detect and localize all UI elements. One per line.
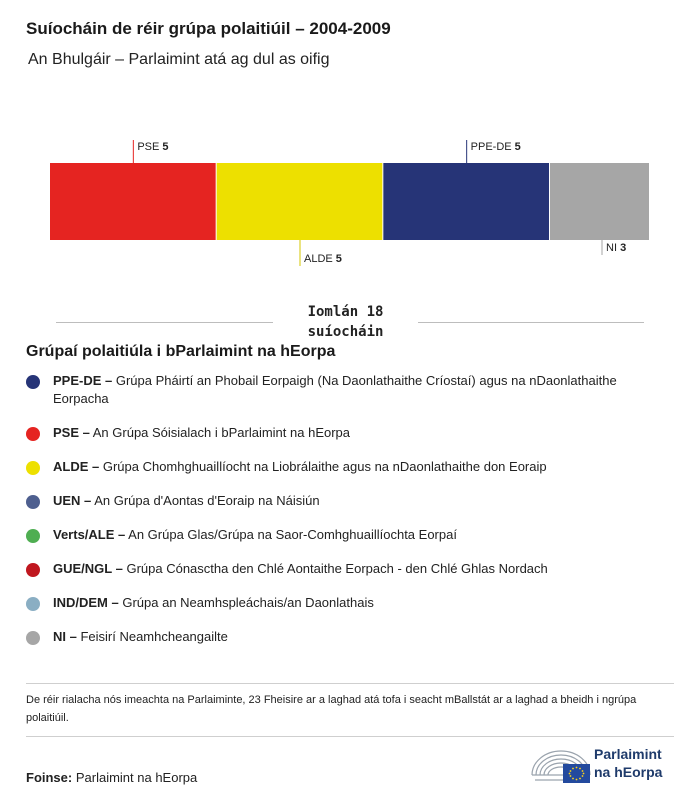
chart-subtitle: An Bhulgáir – Parlaimint atá ag dul as oifig <box>28 51 330 68</box>
legend-color-dot <box>26 427 40 441</box>
footnote: De réir rialacha nós imeachta na Parlaiminte, 23 Fheisire ar a laghad atá tofa i seacht mBallstát ar a laghad a bheidh i ngrúpa polaitiúil. <box>26 694 637 724</box>
legend-color-dot <box>26 375 40 389</box>
legend-item <box>26 594 666 612</box>
bar-label-name: NI <box>606 242 621 254</box>
note-divider-bottom <box>26 736 674 737</box>
legend-color-dot <box>26 529 40 543</box>
source-label: Foinse: <box>26 770 73 785</box>
legend-item-code: Verts/ALE – <box>53 527 126 542</box>
legend-color-dot <box>26 597 40 611</box>
legend-item-text: Grúpa an Neamhspleáchais/an Daonlathais <box>118 595 374 610</box>
bar-label-name: PSE <box>137 141 163 153</box>
bar-segment-ni <box>550 163 649 240</box>
logo-text-line2: na hEorpa <box>594 764 663 780</box>
bar-label-alde <box>304 253 342 265</box>
legend-item-text: An Grúpa d'Aontas d'Eoraip na Náisiún <box>91 493 320 508</box>
legend-title: Grúpaí polaitiúla i bParlaimint na hEorpa <box>26 343 336 360</box>
legend-item-code: PPE-DE – <box>53 373 113 388</box>
legend-item-text: Grúpa Chomhghuaillíocht na Liobrálaithe agus na nDaonlathaithe don Eoraip <box>99 459 547 474</box>
total-seats-line1: Iomlán 18 <box>307 304 384 320</box>
chart-title: Suíocháin de réir grúpa polaitiúil – 2004-2009 <box>26 19 391 38</box>
legend-item <box>26 560 666 578</box>
hemicycle-icon <box>530 745 592 785</box>
legend-item <box>26 492 666 510</box>
bar-label-ppe-de <box>471 141 521 153</box>
bar-label-value: 5 <box>514 141 521 153</box>
logo-text-line1: Parlaimint <box>594 746 662 762</box>
bar-label-value: 3 <box>620 242 627 254</box>
bar-label-name: ALDE <box>304 253 336 265</box>
total-divider-right <box>418 322 644 323</box>
legend-item-code: NI – <box>53 629 77 644</box>
source-text: Parlaimint na hEorpa <box>72 770 198 785</box>
legend-item <box>26 372 666 408</box>
legend-item-code: ALDE – <box>53 459 100 474</box>
bar-segment-pse <box>50 163 216 240</box>
legend-color-dot <box>26 461 40 475</box>
logo-text <box>594 745 662 781</box>
legend-color-dot <box>26 563 40 577</box>
total-seats-label <box>273 302 418 342</box>
total-divider-left <box>56 322 273 323</box>
legend-item-text: Grúpa Cónasctha den Chlé Aontaithe Eorpach - den Chlé Ghlas Nordach <box>122 561 548 576</box>
bar-label-name: PPE-DE <box>470 141 515 153</box>
legend-item-code: IND/DEM – <box>53 595 119 610</box>
legend-item-text: Feisirí Neamhcheangailte <box>76 629 228 644</box>
legend-item-code: GUE/NGL – <box>53 561 123 576</box>
bar-label-value: 5 <box>335 253 342 265</box>
legend-color-dot <box>26 495 40 509</box>
source <box>26 770 197 785</box>
legend-item-code: PSE – <box>53 425 90 440</box>
total-seats <box>0 300 700 344</box>
bar-label-ni <box>606 242 626 254</box>
legend-item <box>26 424 666 442</box>
legend-color-dot <box>26 631 40 645</box>
bar-segment-alde <box>217 163 383 240</box>
legend <box>26 372 666 662</box>
legend-item-code: UEN – <box>53 493 92 508</box>
legend-item <box>26 526 666 544</box>
legend-item-text: An Grúpa Sóisialach i bParlaimint na hEorpa <box>89 425 351 440</box>
legend-item-text: Grúpa Pháirtí an Phobail Eorpaigh (Na Daonlathaithe Críostaí) agus na nDaonlathaithe Eorpacha <box>53 373 617 406</box>
legend-item <box>26 458 666 476</box>
seat-bar-chart <box>0 130 700 280</box>
total-seats-line2: suíocháin <box>307 324 384 340</box>
legend-item <box>26 628 666 646</box>
note-divider-top <box>26 683 674 684</box>
bar-label-pse <box>137 141 168 153</box>
bar-label-value: 5 <box>162 141 169 153</box>
legend-item-text: An Grúpa Glas/Grúpa na Saor-Comhghuaillíochta Eorpaí <box>125 527 457 542</box>
parliament-logo <box>530 745 680 785</box>
bar-segment-ppe-de <box>383 163 549 240</box>
